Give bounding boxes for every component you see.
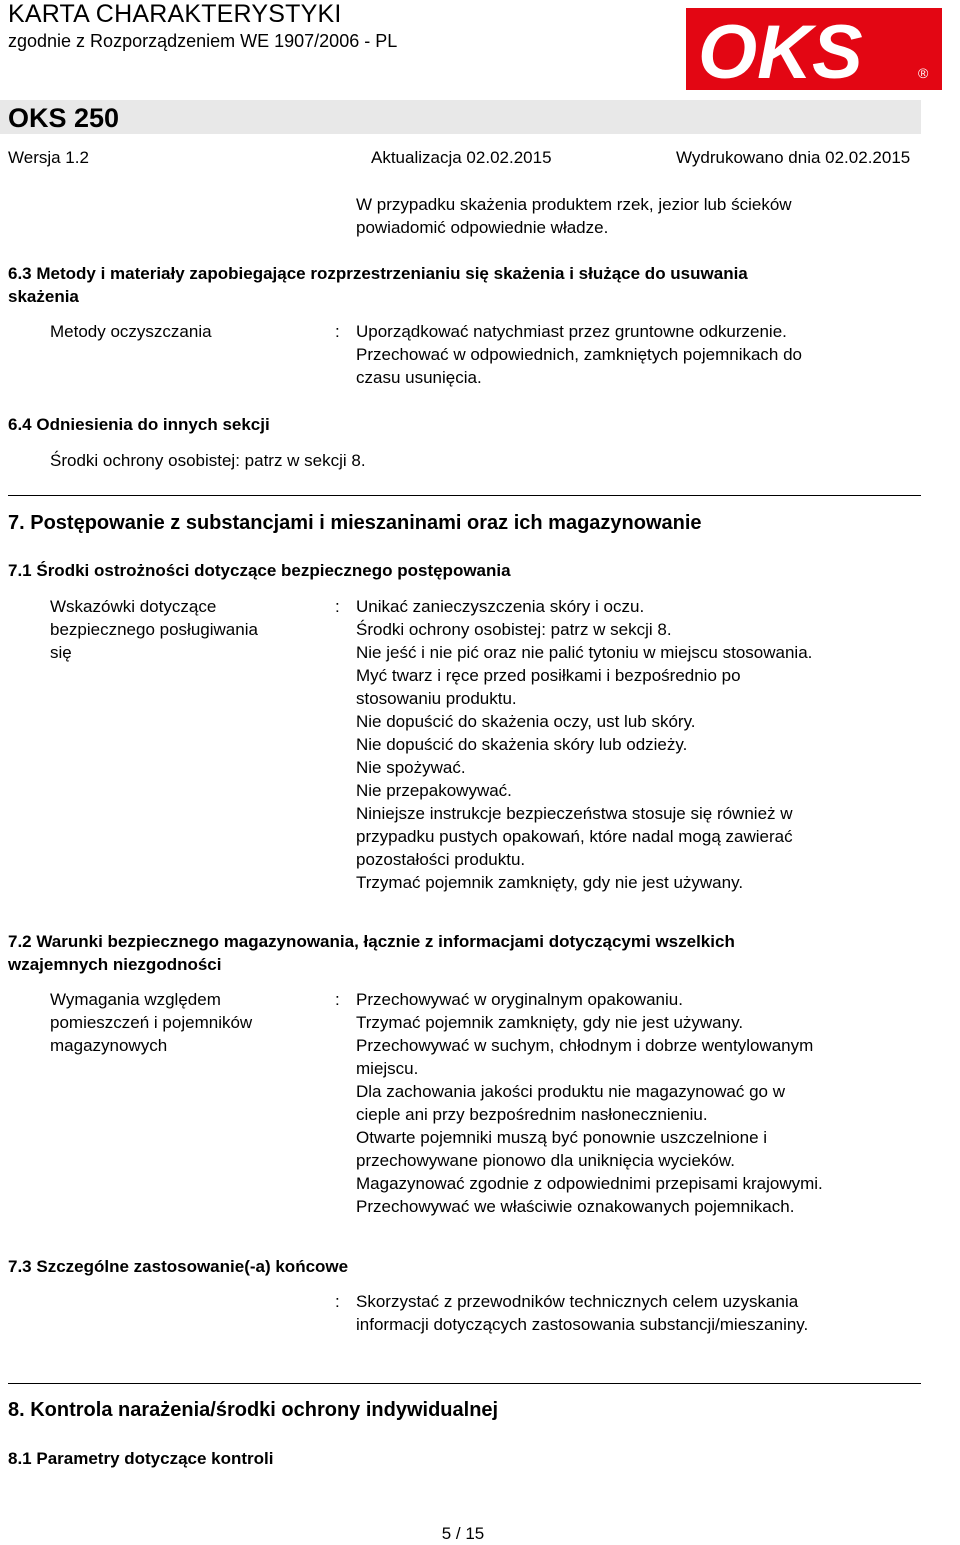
safe-handling-label [50,595,320,664]
section-7-1-heading: 7.1 Środki ostrożności dotyczące bezpiecznego postępowania [8,561,511,580]
value-line: Trzymać pojemnik zamknięty, gdy nie jest używany. [356,873,744,892]
registered-mark: ® [918,65,929,81]
oks-logo [686,8,942,90]
oks-logo-mark [686,8,942,90]
value-line: informacji dotyczących zastosowania substancji/mieszaniny. [356,1315,809,1334]
end-use-value [356,1290,916,1336]
value-line: Magazynować zgodnie z odpowiednimi przepisami krajowymi. [356,1174,823,1193]
label-line: magazynowych [50,1036,168,1055]
label-line: się [50,643,72,662]
value-line: Środki ochrony osobistej: patrz w sekcji 8. [356,620,672,639]
print-date: Wydrukowano dnia 02.02.2015 [676,148,911,167]
value-line: Przechowywać w suchym, chłodnym i dobrze wentylowanym [356,1036,814,1055]
product-name: OKS 250 [8,103,120,133]
value-line: Nie dopuścić do skażenia skóry lub odzieży. [356,735,688,754]
label-line: bezpiecznego posługiwania [50,620,258,639]
document-title: KARTA CHARAKTERYSTYKI [8,0,342,28]
value-line: Dla zachowania jakości produktu nie magazynować go w [356,1082,786,1101]
value-line: przypadku pustych opakowań, które nadal mogą zawierać [356,827,793,846]
field-colon: : [335,322,340,341]
value-line: Otwarte pojemniki muszą być ponownie uszczelnione i [356,1128,768,1147]
value-line: Myć twarz i ręce przed posiłkami i bezpośrednio po [356,666,741,685]
label-line: Wymagania względem [50,990,221,1009]
value-line: Nie jeść i nie pić oraz nie palić tytoniu w miejscu stosowania. [356,643,813,662]
value-line: Przechować w odpowiednich, zamkniętych pojemnikach do [356,345,803,364]
value-line: czasu usunięcia. [356,368,482,387]
section-6-3-heading: 6.3 Metody i materiały zapobiegające rozprzestrzenianiu się skażenia i służące do usuwania [8,264,748,283]
version: Wersja 1.2 [8,148,89,167]
page-number: 5 / 15 [441,1524,485,1543]
cleanup-methods-value [356,320,916,389]
value-line: Nie przepakowywać. [356,781,512,800]
value-line: Uporządkować natychmiast przez gruntowne odkurzenie. [356,322,787,341]
section-divider [8,495,921,496]
storage-requirements-label [50,988,320,1057]
value-line: przechowywane pionowo dla uniknięcia wycieków. [356,1151,735,1170]
section-6-3-heading-cont: skażenia [8,287,79,306]
storage-requirements-value [356,988,916,1218]
logo-text: OKS [698,10,863,90]
section-7-2-heading-cont: wzajemnych niezgodności [8,955,222,974]
value-line: stosowaniu produktu. [356,689,517,708]
product-title-bar [0,100,921,134]
field-colon: : [335,1292,340,1311]
value-line: Przechowywać we właściwie oznakowanych pojemnikach. [356,1197,795,1216]
value-line: Nie spożywać. [356,758,466,777]
value-line: Trzymać pojemnik zamknięty, gdy nie jest używany. [356,1013,744,1032]
regulation-subtitle: zgodnie z Rozporządzeniem WE 1907/2006 - PL [8,31,398,51]
s6-continued-line: powiadomić odpowiednie władze. [356,218,609,237]
value-line: Przechowywać w oryginalnym opakowaniu. [356,990,683,1009]
value-line: cieple ani przy bezpośrednim nasłonecznieniu. [356,1105,708,1124]
value-line: Nie dopuścić do skażenia oczy, ust lub skóry. [356,712,696,731]
section-7-3-heading: 7.3 Szczególne zastosowanie(-a) końcowe [8,1257,349,1276]
cleanup-methods-label: Metody oczyszczania [50,322,212,341]
value-line: miejscu. [356,1059,419,1078]
section-8-1-heading: 8.1 Parametry dotyczące kontroli [8,1449,274,1468]
field-colon: : [335,990,340,1009]
section-7-2-heading: 7.2 Warunki bezpiecznego magazynowania, łącznie z informacjami dotyczącymi wszelkich [8,932,735,951]
s6-continued-line: W przypadku skażenia produktem rzek, jezior lub ścieków [356,195,792,214]
label-line: Wskazówki dotyczące [50,597,217,616]
section-8-heading: 8. Kontrola narażenia/środki ochrony indywidualnej [8,1399,499,1421]
safe-handling-value [356,595,916,894]
value-line: Unikać zanieczyszczenia skóry i oczu. [356,597,645,616]
section-7-heading: 7. Postępowanie z substancjami i mieszaninami oraz ich magazynowanie [8,512,702,534]
section-6-4-text: Środki ochrony osobistej: patrz w sekcji 8. [50,451,366,470]
value-line: pozostałości produktu. [356,850,526,869]
value-line: Skorzystać z przewodników technicznych celem uzyskania [356,1292,799,1311]
field-colon: : [335,597,340,616]
section-6-4-heading: 6.4 Odniesienia do innych sekcji [8,415,270,434]
value-line: Niniejsze instrukcje bezpieczeństwa stosuje się również w [356,804,793,823]
label-line: pomieszczeń i pojemników [50,1013,253,1032]
update-date: Aktualizacja 02.02.2015 [371,148,552,167]
section-divider [8,1383,921,1384]
